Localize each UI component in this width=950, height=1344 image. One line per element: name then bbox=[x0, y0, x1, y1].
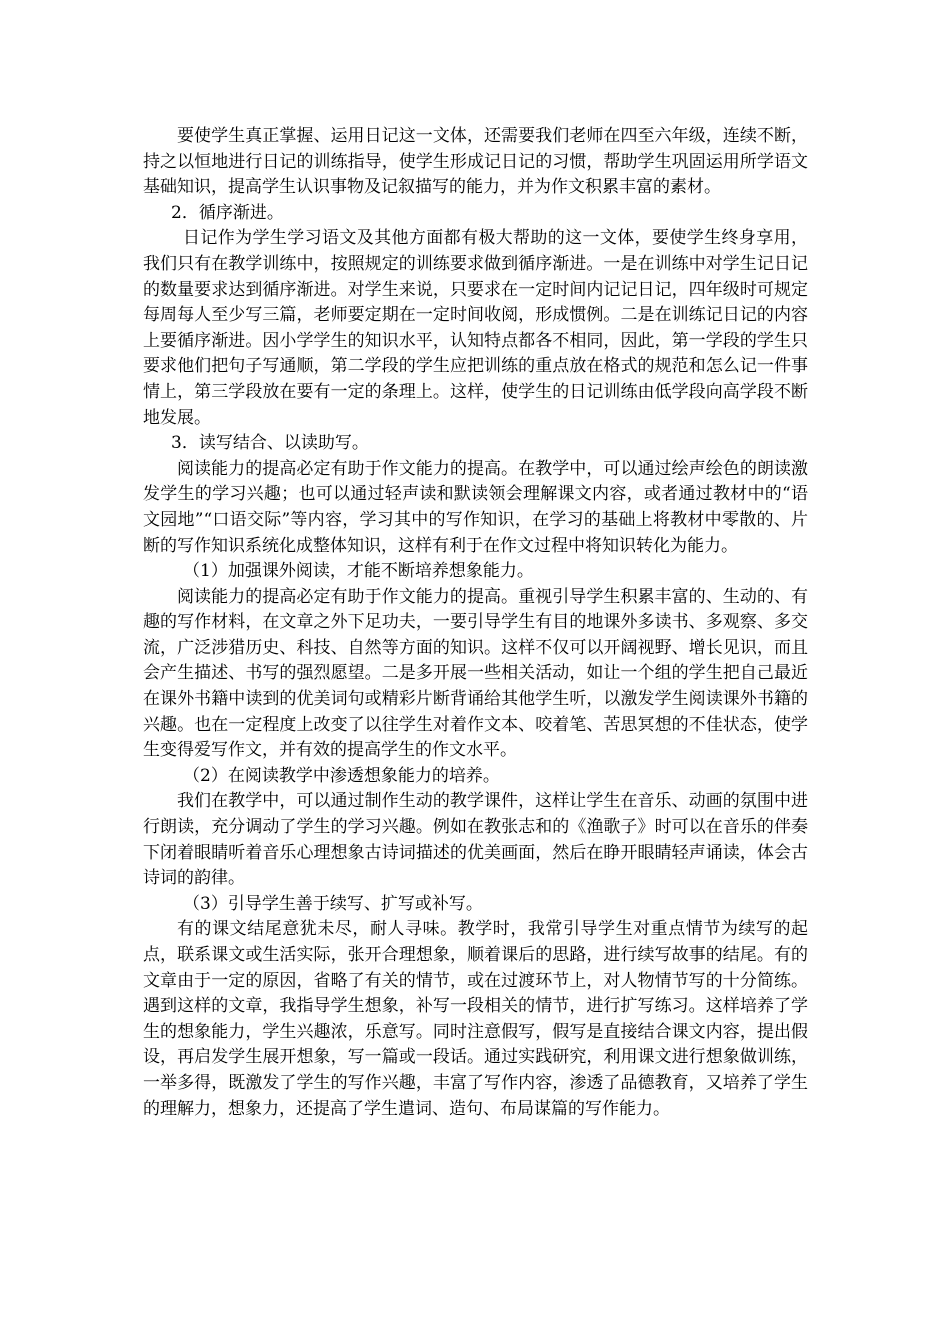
heading-step-by-step: 2．循序渐进。 bbox=[171, 202, 284, 223]
subheading-extracurricular-reading: （1）加强课外阅读，才能不断培养想象能力。 bbox=[183, 561, 534, 582]
subheading-continuation-writing: （3）引导学生善于续写、扩写或补写。 bbox=[183, 893, 483, 914]
paragraph-step-by-step: 日记作为学生学习语文及其他方面都有极大帮助的这一文体，要使学生终身享用，我们只有在教学训练中，按照规定的训练要求做到循序渐进。一是在训练中对学生记日记的数量要求达到循序渐进。对学生来说，只要求在一定时间内记记日记，四年级时可规定每周每人至少写三篇，老师要定期在一定时间收阅，形成惯例。二是在训练记日记的内容上要循序渐进。因小学学生的知识水平，认知特点都各不相同，因此，第一学段的学生只要求他们把句子写通顺，第二学段的学生应把训练的重点放在格式的规范和怎么记一件事情上，第三学段放在要有一定的条理上。这样，使学生的日记训练由低学段向高学段不断地发展。 bbox=[143, 228, 808, 428]
document-body bbox=[143, 124, 808, 1122]
paragraph-reading-writing: 阅读能力的提高必定有助于作文能力的提高。在教学中，可以通过绘声绘色的朗读激发学生的学习兴趣；也可以通过轻声读和默读领会理解课文内容，或者通过教材中的“语文园地”“口语交际”等内容，学习其中的写作知识，在学习的基础上将教材中零散的、片断的写作知识系统化成整体知识，这样有利于在作文过程中将知识转化为能力。 bbox=[143, 458, 808, 556]
heading-reading-writing: 3．读写结合、以读助写。 bbox=[171, 433, 369, 454]
paragraph-imagination-training: 我们在教学中，可以通过制作生动的教学课件，这样让学生在音乐、动画的氛围中进行朗读，充分调动了学生的学习兴趣。例如在教张志和的《渔歌子》时可以在音乐的伴奏下闭着眼睛听着音乐心理想象古诗词描述的优美画面，然后在睁开眼睛轻声诵读，体会古诗词的韵律。 bbox=[143, 791, 808, 889]
paragraph-diary-practice: 要使学生真正掌握、运用日记这一文体，还需要我们老师在四至六年级，连续不断，持之以恒地进行日记的训练指导，使学生形成记日记的习惯，帮助学生巩固运用所学语文基础知识，提高学生认识事物及记叙描写的能力，并为作文积累丰富的素材。 bbox=[143, 126, 808, 198]
paragraph-continuation-writing: 有的课文结尾意犹未尽，耐人寻味。教学时，我常引导学生对重点情节为续写的起点，联系课文或生活实际，张开合理想象，顺着课后的思路，进行续写故事的结尾。有的文章由于一定的原因，省略了有关的情节，或在过渡环节上，对人物情节写的十分简练。遇到这样的文章，我指导学生想象，补写一段相关的情节，进行扩写练习。这样培养了学生的想象能力，学生兴趣浓，乐意写。同时注意假写，假写是直接结合课文内容，提出假设，再启发学生展开想象，写一篇或一段话。通过实践研究，利用课文进行想象做训练，一举多得，既激发了学生的写作兴趣，丰富了写作内容，渗透了品德教育，又培养了学生的理解力，想象力，还提高了学生遣词、造句、布局谋篇的写作能力。 bbox=[143, 919, 808, 1119]
paragraph-extracurricular-reading: 阅读能力的提高必定有助于作文能力的提高。重视引导学生积累丰富的、生动的、有趣的写作材料，在文章之外下足功夫，一要引导学生有目的地课外多读书、多观察、多交流，广泛涉猎历史、科技、自然等方面的知识。这样不仅可以开阔视野、增长见识，而且会产生描述、书写的强烈愿望。二是多开展一些相关活动，如让一个组的学生把自己最近在课外书籍中读到的优美词句或精彩片断背诵给其他学生听，以激发学生阅读课外书籍的兴趣。也在一定程度上改变了以往学生对着作文本、咬着笔、苦思冥想的不佳状态，使学生变得爱写作文，并有效的提高学生的作文水平。 bbox=[143, 586, 808, 761]
subheading-imagination-training: （2）在阅读教学中渗透想象能力的培养。 bbox=[183, 765, 500, 786]
